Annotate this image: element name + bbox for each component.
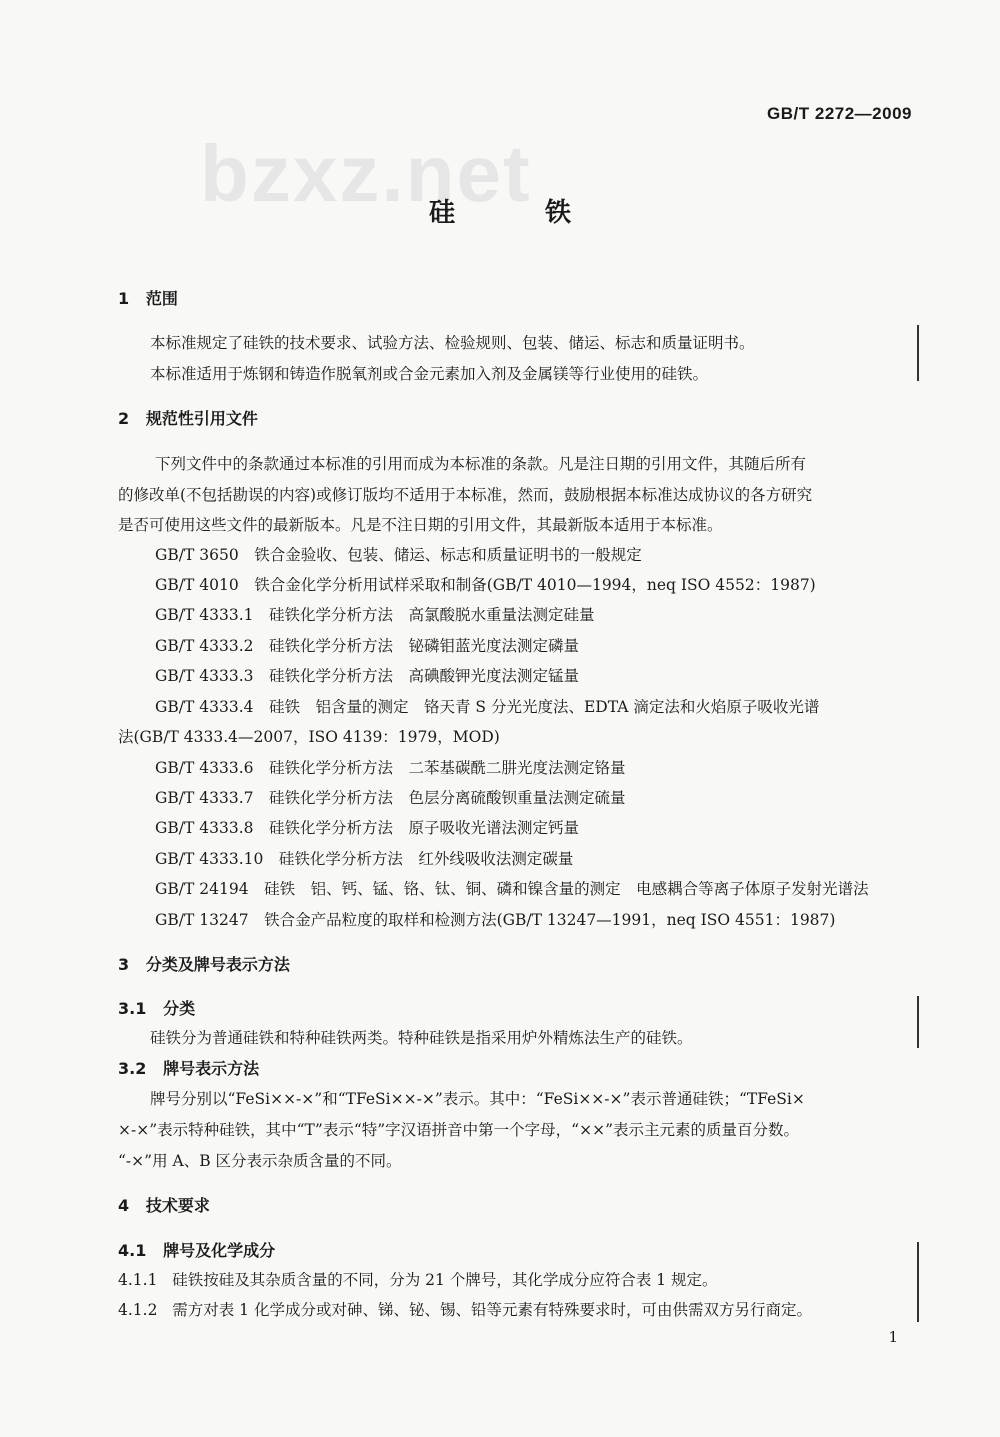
clause-4-1-2-number: 4.1.2: [118, 1301, 158, 1319]
section-4-1-heading: [118, 1238, 275, 1261]
references-intro-line-1: 下列文件中的条款通过本标准的引用而成为本标准的条款。凡是注日期的引用文件，其随后所有: [155, 455, 807, 473]
section-3-2-title: 牌号表示方法: [163, 1059, 260, 1078]
reference-item: GB/T 4333.2 硅铁化学分析方法 铋磷钼蓝光度法测定磷量: [155, 637, 579, 655]
section-4-1-title: 牌号及化学成分: [163, 1241, 276, 1260]
reference-item: GB/T 4010 铁合金化学分析用试样采取和制备(GB/T 4010—1994，neq ISO 4552：1987): [155, 576, 816, 594]
reference-item: GB/T 4333.4 硅铁 铝含量的测定 铬天青 S 分光光度法、EDTA 滴定法和火焰原子吸收光谱: [155, 698, 820, 716]
section-2-heading: [118, 406, 258, 429]
change-bar: [917, 1242, 919, 1322]
watermark: bzxz.net: [200, 129, 532, 218]
reference-item: GB/T 4333.7 硅铁化学分析方法 色层分离硫酸钡重量法测定硫量: [155, 789, 626, 807]
reference-item: GB/T 13247 铁合金产品粒度的取样和检测方法(GB/T 13247—1991，neq ISO 4551：1987): [155, 911, 836, 929]
reference-item-continued: 法(GB/T 4333.4—2007，ISO 4139：1979，MOD): [118, 728, 500, 746]
section-2-title: 规范性引用文件: [145, 409, 258, 428]
section-2-number: 2: [118, 409, 130, 428]
clause-4-1-2: [118, 1298, 812, 1320]
grade-notation-line-1: 牌号分别以“FeSi××-×”和“TFeSi××-×”表示。其中：“FeSi××-×”表示普通硅铁；“TFeSi×: [150, 1090, 805, 1108]
scope-paragraph-1: 本标准规定了硅铁的技术要求、试验方法、检验规则、包装、储运、标志和质量证明书。: [150, 334, 755, 352]
references-intro-line-2: 的修改单(不包括勘误的内容)或修订版均不适用于本标准，然而，鼓励根据本标准达成协议的各方研究: [118, 486, 813, 504]
change-bar: [917, 325, 919, 381]
section-3-2-heading: [118, 1056, 259, 1079]
section-1-title: 范围: [145, 289, 178, 308]
section-4-number: 4: [118, 1196, 130, 1215]
section-3-1-number: 3.1: [118, 999, 147, 1018]
section-1-heading: [118, 286, 178, 309]
section-4-title: 技术要求: [145, 1196, 210, 1215]
section-4-1-number: 4.1: [118, 1241, 147, 1260]
reference-item: GB/T 4333.3 硅铁化学分析方法 高碘酸钾光度法测定锰量: [155, 667, 579, 685]
section-1-number: 1: [118, 289, 130, 308]
section-3-1-title: 分类: [163, 999, 196, 1018]
document-title: 硅铁: [428, 198, 661, 228]
page-number: 1: [888, 1328, 898, 1346]
section-3-title: 分类及牌号表示方法: [145, 955, 290, 974]
reference-item: GB/T 4333.8 硅铁化学分析方法 原子吸收光谱法测定钙量: [155, 819, 579, 837]
reference-item: GB/T 4333.10 硅铁化学分析方法 红外线吸收法测定碳量: [155, 850, 574, 868]
clause-4-1-1-number: 4.1.1: [118, 1271, 158, 1289]
standard-number: GB/T 2272—2009: [767, 104, 912, 123]
reference-item: GB/T 3650 铁合金验收、包装、储运、标志和质量证明书的一般规定: [155, 546, 642, 564]
reference-item: GB/T 24194 硅铁 铝、钙、锰、铬、钛、铜、磷和镍含量的测定 电感耦合等离子体原子发射光谱法: [155, 880, 869, 898]
reference-item: GB/T 4333.6 硅铁化学分析方法 二苯基碳酰二肼光度法测定铬量: [155, 759, 626, 777]
section-3-1-heading: [118, 996, 195, 1019]
grade-notation-line-2: ×-×”表示特种硅铁，其中“T”表示“特”字汉语拼音中第一个字母，“××”表示主元素的质量百分数。: [118, 1121, 799, 1139]
clause-4-1-1: [118, 1268, 718, 1290]
scope-paragraph-2: 本标准适用于炼钢和铸造作脱氧剂或合金元素加入剂及金属镁等行业使用的硅铁。: [150, 365, 709, 383]
section-3-2-number: 3.2: [118, 1059, 147, 1078]
section-4-heading: [118, 1193, 210, 1216]
section-3-number: 3: [118, 955, 130, 974]
grade-notation-line-3: “-×”用 A、B 区分表示杂质含量的不同。: [118, 1152, 402, 1170]
reference-item: GB/T 4333.1 硅铁化学分析方法 高氯酸脱水重量法测定硅量: [155, 606, 595, 624]
classification-text: 硅铁分为普通硅铁和特种硅铁两类。特种硅铁是指采用炉外精炼法生产的硅铁。: [150, 1029, 693, 1047]
clause-4-1-1-text: 硅铁按硅及其杂质含量的不同，分为 21 个牌号，其化学成分应符合表 1 规定。: [172, 1271, 718, 1289]
references-intro-line-3: 是否可使用这些文件的最新版本。凡是不注日期的引用文件，其最新版本适用于本标准。: [118, 516, 723, 534]
change-bar: [917, 996, 919, 1048]
section-3-heading: [118, 952, 290, 975]
clause-4-1-2-text: 需方对表 1 化学成分或对砷、锑、铋、锡、铅等元素有特殊要求时，可由供需双方另行商定。: [172, 1301, 812, 1319]
